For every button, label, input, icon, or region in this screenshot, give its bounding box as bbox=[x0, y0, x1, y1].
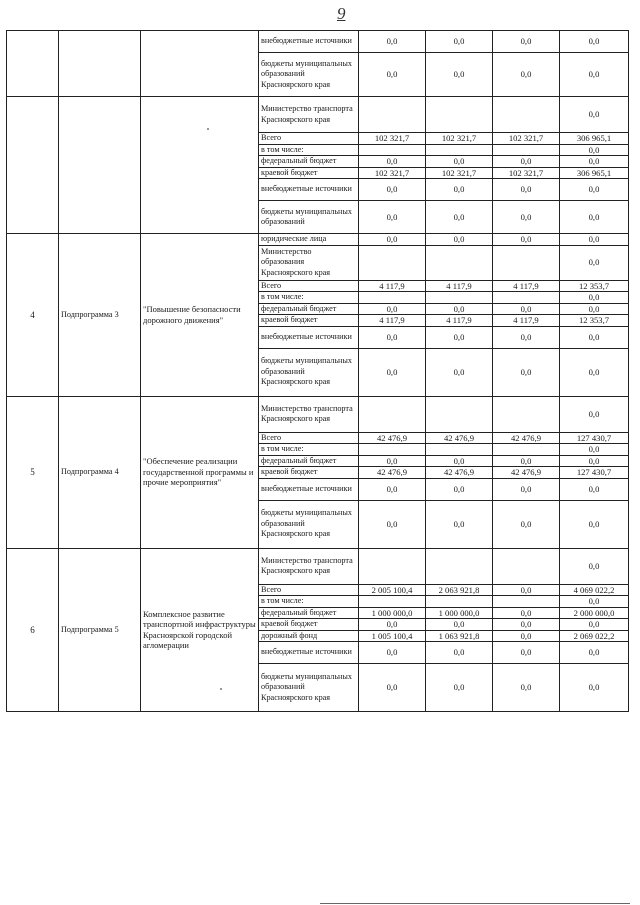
year-value-cell: 0,0 bbox=[426, 179, 493, 201]
year-value-cell: 102 321,7 bbox=[359, 167, 426, 179]
funding-source-cell: Министерство транспорта Красноярского края bbox=[259, 97, 359, 133]
year-value-cell bbox=[493, 245, 560, 280]
total-value-cell: 12 353,7 bbox=[560, 280, 629, 292]
year-value-cell: 0,0 bbox=[426, 642, 493, 664]
year-value-cell: 0,0 bbox=[493, 156, 560, 168]
year-value-cell: 0,0 bbox=[426, 31, 493, 53]
subprogram-name-cell: Комплексное развитие транспортной инфраструктуры Красноярской городской агломерации bbox=[141, 548, 259, 712]
subprogram-name-cell bbox=[141, 97, 259, 234]
year-value-cell: 0,0 bbox=[359, 326, 426, 348]
total-value-cell: 0,0 bbox=[560, 179, 629, 201]
year-value-cell: 4 117,9 bbox=[359, 315, 426, 327]
year-value-cell: 0,0 bbox=[426, 156, 493, 168]
year-value-cell: 0,0 bbox=[493, 348, 560, 396]
table-row bbox=[7, 396, 629, 432]
year-value-cell: 42 476,9 bbox=[493, 467, 560, 479]
year-value-cell bbox=[493, 396, 560, 432]
funding-source-cell: бюджеты муниципальных образований Красноярского края bbox=[259, 53, 359, 97]
row-number-cell: 5 bbox=[7, 396, 59, 548]
year-value-cell: 0,0 bbox=[493, 326, 560, 348]
funding-source-cell: краевой бюджет bbox=[259, 467, 359, 479]
year-value-cell: 42 476,9 bbox=[359, 432, 426, 444]
total-value-cell: 306 965,1 bbox=[560, 133, 629, 145]
year-value-cell: 42 476,9 bbox=[426, 432, 493, 444]
total-value-cell: 0,0 bbox=[560, 619, 629, 631]
year-value-cell bbox=[359, 292, 426, 304]
year-value-cell bbox=[359, 245, 426, 280]
year-value-cell: 1 063 921,8 bbox=[426, 630, 493, 642]
year-value-cell: 0,0 bbox=[359, 478, 426, 500]
total-value-cell: 4 069 022,2 bbox=[560, 584, 629, 596]
year-value-cell: 4 117,9 bbox=[359, 280, 426, 292]
year-value-cell: 0,0 bbox=[493, 234, 560, 246]
year-value-cell: 0,0 bbox=[493, 607, 560, 619]
year-value-cell: 0,0 bbox=[493, 53, 560, 97]
year-value-cell bbox=[426, 596, 493, 608]
total-value-cell: 0,0 bbox=[560, 292, 629, 304]
row-number-cell: 4 bbox=[7, 234, 59, 397]
year-value-cell: 102 321,7 bbox=[426, 167, 493, 179]
year-value-cell: 0,0 bbox=[359, 348, 426, 396]
year-value-cell bbox=[426, 292, 493, 304]
year-value-cell: 4 117,9 bbox=[426, 315, 493, 327]
funding-source-cell: внебюджетные источники bbox=[259, 478, 359, 500]
total-value-cell: 0,0 bbox=[560, 478, 629, 500]
year-value-cell: 0,0 bbox=[359, 619, 426, 631]
year-value-cell: 2 063 921,8 bbox=[426, 584, 493, 596]
subprogram-cell bbox=[59, 97, 141, 234]
year-value-cell bbox=[493, 548, 560, 584]
year-value-cell bbox=[359, 548, 426, 584]
year-value-cell: 0,0 bbox=[493, 619, 560, 631]
funding-source-cell: дорожный фонд bbox=[259, 630, 359, 642]
year-value-cell: 0,0 bbox=[359, 156, 426, 168]
year-value-cell: 0,0 bbox=[359, 500, 426, 548]
year-value-cell: 0,0 bbox=[493, 642, 560, 664]
year-value-cell: 0,0 bbox=[359, 303, 426, 315]
funding-source-cell: федеральный бюджет bbox=[259, 156, 359, 168]
subprogram-name-cell bbox=[141, 31, 259, 97]
year-value-cell: 42 476,9 bbox=[426, 467, 493, 479]
funding-source-cell: краевой бюджет bbox=[259, 167, 359, 179]
table-row bbox=[7, 548, 629, 584]
funding-source-cell: юридические лица bbox=[259, 234, 359, 246]
total-value-cell: 306 965,1 bbox=[560, 167, 629, 179]
total-value-cell: 0,0 bbox=[560, 53, 629, 97]
year-value-cell bbox=[359, 596, 426, 608]
year-value-cell: 0,0 bbox=[426, 619, 493, 631]
year-value-cell: 0,0 bbox=[359, 642, 426, 664]
funding-source-cell: в том числе: bbox=[259, 292, 359, 304]
year-value-cell: 102 321,7 bbox=[426, 133, 493, 145]
year-value-cell: 42 476,9 bbox=[493, 432, 560, 444]
table-row bbox=[7, 234, 629, 246]
funding-source-cell: Министерство транспорта Красноярского края bbox=[259, 396, 359, 432]
year-value-cell: 0,0 bbox=[493, 31, 560, 53]
year-value-cell bbox=[426, 396, 493, 432]
subprogram-cell: Подпрограмма 4 bbox=[59, 396, 141, 548]
funding-source-cell: федеральный бюджет bbox=[259, 303, 359, 315]
table-row bbox=[7, 31, 629, 53]
total-value-cell: 0,0 bbox=[560, 144, 629, 156]
year-value-cell: 0,0 bbox=[426, 234, 493, 246]
page-number: 9 bbox=[337, 4, 346, 23]
year-value-cell bbox=[359, 444, 426, 456]
year-value-cell: 102 321,7 bbox=[493, 167, 560, 179]
funding-source-cell: внебюджетные источники bbox=[259, 642, 359, 664]
year-value-cell: 0,0 bbox=[426, 201, 493, 234]
funding-source-cell: федеральный бюджет bbox=[259, 607, 359, 619]
funding-source-cell: в том числе: bbox=[259, 144, 359, 156]
year-value-cell: 0,0 bbox=[493, 630, 560, 642]
funding-source-cell: Всего bbox=[259, 280, 359, 292]
total-value-cell: 0,0 bbox=[560, 326, 629, 348]
year-value-cell bbox=[493, 292, 560, 304]
subprogram-cell bbox=[59, 31, 141, 97]
year-value-cell bbox=[426, 245, 493, 280]
funding-source-cell: бюджеты муниципальных образований Красноярского края bbox=[259, 500, 359, 548]
year-value-cell bbox=[493, 596, 560, 608]
year-value-cell: 2 005 100,4 bbox=[359, 584, 426, 596]
scan-speck bbox=[207, 128, 209, 130]
year-value-cell: 0,0 bbox=[426, 53, 493, 97]
total-value-cell: 2 069 022,2 bbox=[560, 630, 629, 642]
year-value-cell bbox=[426, 444, 493, 456]
funding-source-cell: Министерство транспорта Красноярского края bbox=[259, 548, 359, 584]
funding-source-cell: в том числе: bbox=[259, 444, 359, 456]
row-number-cell: 6 bbox=[7, 548, 59, 712]
year-value-cell: 0,0 bbox=[359, 31, 426, 53]
total-value-cell: 0,0 bbox=[560, 201, 629, 234]
year-value-cell: 0,0 bbox=[493, 500, 560, 548]
year-value-cell: 4 117,9 bbox=[426, 280, 493, 292]
total-value-cell: 0,0 bbox=[560, 642, 629, 664]
year-value-cell: 0,0 bbox=[493, 455, 560, 467]
year-value-cell: 0,0 bbox=[493, 584, 560, 596]
year-value-cell: 4 117,9 bbox=[493, 280, 560, 292]
subprogram-cell: Подпрограмма 5 bbox=[59, 548, 141, 712]
year-value-cell: 0,0 bbox=[426, 455, 493, 467]
total-value-cell: 127 430,7 bbox=[560, 467, 629, 479]
total-value-cell: 0,0 bbox=[560, 31, 629, 53]
subprogram-cell: Подпрограмма 3 bbox=[59, 234, 141, 397]
total-value-cell: 0,0 bbox=[560, 97, 629, 133]
year-value-cell: 1 000 000,0 bbox=[426, 607, 493, 619]
funding-source-cell: краевой бюджет bbox=[259, 619, 359, 631]
year-value-cell: 0,0 bbox=[426, 348, 493, 396]
total-value-cell: 0,0 bbox=[560, 156, 629, 168]
funding-source-cell: бюджеты муниципальных образований Красноярского края bbox=[259, 348, 359, 396]
year-value-cell: 102 321,7 bbox=[493, 133, 560, 145]
total-value-cell: 0,0 bbox=[560, 596, 629, 608]
total-value-cell: 0,0 bbox=[560, 664, 629, 712]
page-bottom-rule bbox=[320, 903, 630, 904]
year-value-cell bbox=[359, 144, 426, 156]
year-value-cell bbox=[493, 144, 560, 156]
total-value-cell: 0,0 bbox=[560, 500, 629, 548]
total-value-cell: 127 430,7 bbox=[560, 432, 629, 444]
funding-source-cell: внебюджетные источники bbox=[259, 179, 359, 201]
year-value-cell: 0,0 bbox=[426, 500, 493, 548]
year-value-cell: 0,0 bbox=[493, 179, 560, 201]
subprogram-name-cell: "Повышение безопасности дорожного движения" bbox=[141, 234, 259, 397]
scan-speck bbox=[220, 688, 222, 690]
total-value-cell: 0,0 bbox=[560, 548, 629, 584]
funding-source-cell: в том числе: bbox=[259, 596, 359, 608]
year-value-cell bbox=[493, 97, 560, 133]
total-value-cell: 0,0 bbox=[560, 234, 629, 246]
year-value-cell bbox=[359, 396, 426, 432]
total-value-cell: 0,0 bbox=[560, 303, 629, 315]
year-value-cell: 1 005 100,4 bbox=[359, 630, 426, 642]
total-value-cell: 0,0 bbox=[560, 444, 629, 456]
year-value-cell: 0,0 bbox=[426, 303, 493, 315]
year-value-cell: 102 321,7 bbox=[359, 133, 426, 145]
year-value-cell: 0,0 bbox=[359, 201, 426, 234]
year-value-cell: 0,0 bbox=[493, 201, 560, 234]
funding-table bbox=[6, 30, 629, 712]
row-number-cell bbox=[7, 97, 59, 234]
funding-source-cell: Министерство образования Красноярского края bbox=[259, 245, 359, 280]
year-value-cell: 0,0 bbox=[493, 664, 560, 712]
funding-source-cell: Всего bbox=[259, 584, 359, 596]
total-value-cell: 12 353,7 bbox=[560, 315, 629, 327]
funding-source-cell: краевой бюджет bbox=[259, 315, 359, 327]
funding-source-cell: федеральный бюджет bbox=[259, 455, 359, 467]
funding-source-cell: Всего bbox=[259, 432, 359, 444]
year-value-cell: 0,0 bbox=[426, 664, 493, 712]
year-value-cell: 0,0 bbox=[359, 455, 426, 467]
year-value-cell: 0,0 bbox=[426, 478, 493, 500]
total-value-cell: 0,0 bbox=[560, 245, 629, 280]
year-value-cell: 0,0 bbox=[359, 664, 426, 712]
total-value-cell: 2 000 000,0 bbox=[560, 607, 629, 619]
year-value-cell bbox=[426, 548, 493, 584]
year-value-cell: 0,0 bbox=[359, 179, 426, 201]
year-value-cell: 0,0 bbox=[493, 303, 560, 315]
year-value-cell: 0,0 bbox=[359, 234, 426, 246]
funding-source-cell: бюджеты муниципальных образований Красноярского края bbox=[259, 664, 359, 712]
year-value-cell bbox=[426, 97, 493, 133]
total-value-cell: 0,0 bbox=[560, 348, 629, 396]
year-value-cell bbox=[426, 144, 493, 156]
subprogram-name-cell: "Обеспечение реализации государственной программы и прочие мероприятия" bbox=[141, 396, 259, 548]
funding-source-cell: Всего bbox=[259, 133, 359, 145]
year-value-cell bbox=[493, 444, 560, 456]
funding-source-cell: бюджеты муниципальных образований bbox=[259, 201, 359, 234]
year-value-cell: 4 117,9 bbox=[493, 315, 560, 327]
table-body bbox=[7, 31, 629, 712]
year-value-cell: 0,0 bbox=[426, 326, 493, 348]
funding-source-cell: внебюджетные источники bbox=[259, 31, 359, 53]
year-value-cell: 42 476,9 bbox=[359, 467, 426, 479]
funding-source-cell: внебюджетные источники bbox=[259, 326, 359, 348]
year-value-cell: 1 000 000,0 bbox=[359, 607, 426, 619]
year-value-cell: 0,0 bbox=[359, 53, 426, 97]
year-value-cell: 0,0 bbox=[493, 478, 560, 500]
table-row bbox=[7, 97, 629, 133]
total-value-cell: 0,0 bbox=[560, 396, 629, 432]
year-value-cell bbox=[359, 97, 426, 133]
total-value-cell: 0,0 bbox=[560, 455, 629, 467]
row-number-cell bbox=[7, 31, 59, 97]
